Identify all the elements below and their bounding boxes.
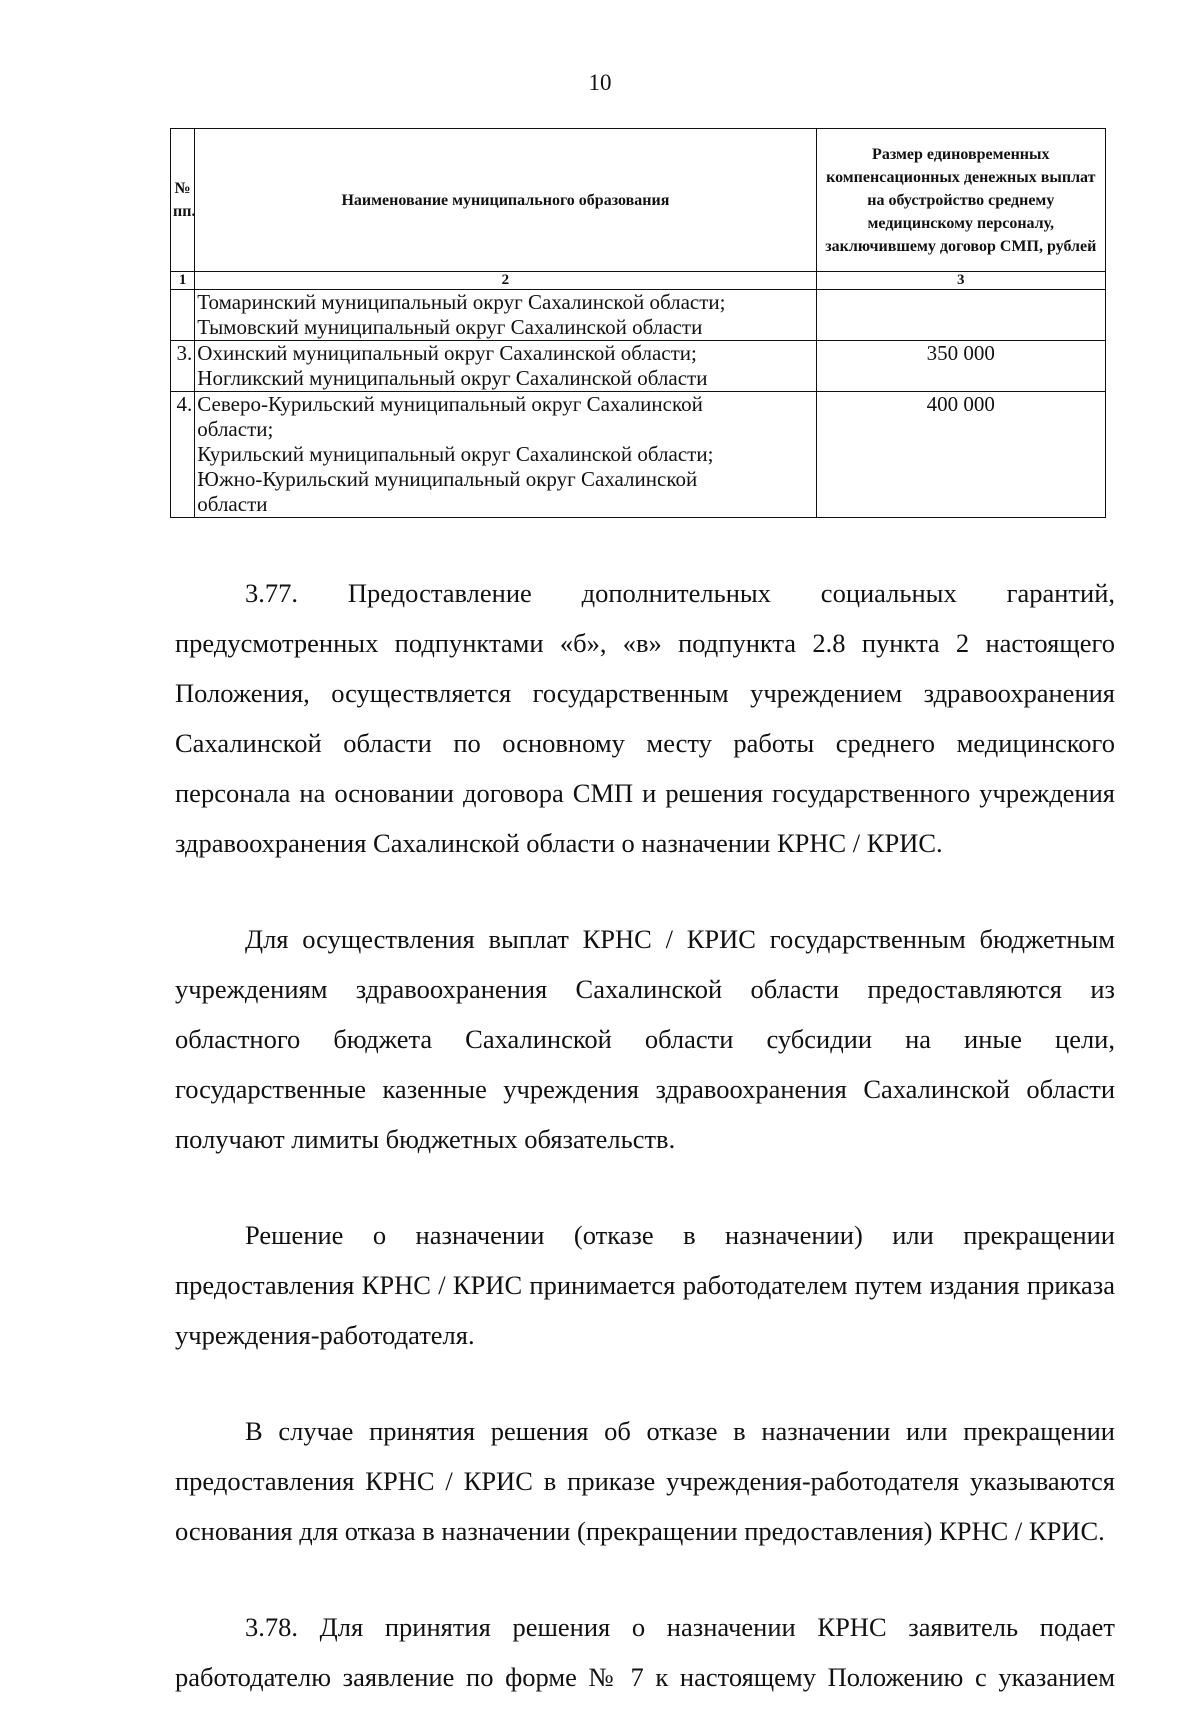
- municipality-line: Курильский муниципальный округ Сахалинской области;: [197, 442, 714, 466]
- municipality-line: Тымовский муниципальный округ Сахалинской области: [197, 315, 703, 339]
- municipality-cell: [195, 341, 816, 392]
- municipality-line: Северо-Курильский муниципальный округ Сахалинской: [197, 392, 703, 416]
- paragraph-funding: Для осуществления выплат КРНС / КРИС государственным бюджетным учреждениям здравоохранения Сахалинской области предоставляются из областного бюджета Сахалинской области субсидии на иные цели, государственные казенные учреждения здравоохранения Сахалинской области получают лимиты бюджетных обязательств.: [175, 924, 1115, 1154]
- municipality-line: области;: [197, 417, 274, 441]
- table-row: [171, 290, 1106, 341]
- header-number: № пп.: [171, 129, 195, 272]
- municipality-line: Томаринский муниципальный округ Сахалинской области;: [197, 290, 726, 314]
- municipality-cell: [195, 290, 816, 341]
- amount-cell: 400 000: [816, 392, 1105, 518]
- paragraph-refusal: В случае принятия решения об отказе в назначении или прекращении предоставления КРНС / КРИС в приказе учреждения-работодателя указываются основания для отказа в назначении (прекращении предоставления) КРНС / КРИС.: [175, 1416, 1115, 1546]
- municipality-line: Южно-Курильский муниципальный округ Сахалинской: [197, 467, 698, 491]
- document-body: [175, 568, 1115, 1702]
- column-number: 3: [816, 272, 1105, 290]
- municipality-line: Ногликский муниципальный округ Сахалинской области: [197, 366, 708, 390]
- municipality-line: области: [197, 492, 268, 516]
- column-number-row: [171, 272, 1106, 290]
- amount-cell: 350 000: [816, 341, 1105, 392]
- paragraph-3-77: 3.77. Предоставление дополнительных социальных гарантий, предусмотренных подпунктами «б», «в» подпункта 2.8 пункта 2 настоящего Положения, осуществляется государственным учреждением здравоохранения Сахалинской области по основному месту работы среднего медицинского персонала на основании договора СМП и решения государственного учреждения здравоохранения Сахалинской области о назначении КРНС / КРИС.: [175, 578, 1115, 858]
- table-row: [171, 392, 1106, 518]
- header-municipality: Наименование муниципального образования: [195, 129, 816, 272]
- column-number: 2: [195, 272, 816, 290]
- amount-cell: [816, 290, 1105, 341]
- compensation-table: [170, 128, 1106, 518]
- row-number: [171, 290, 195, 341]
- row-number: 4.: [171, 392, 195, 518]
- table-row: [171, 341, 1106, 392]
- table-header-row: [171, 129, 1106, 272]
- header-amount: Размер единовременных компенсационных денежных выплат на обустройство среднему медицинскому персоналу, заключившему договор СМП, рублей: [816, 129, 1105, 272]
- paragraph-3-78: 3.78. Для принятия решения о назначении КРНС заявитель подает работодателю заявление по форме № 7 к настоящему Положению с указанием: [175, 1612, 1115, 1692]
- paragraph-decision: Решение о назначении (отказе в назначении) или прекращении предоставления КРНС / КРИС принимается работодателем путем издания приказа учреждения-работодателя.: [175, 1220, 1115, 1350]
- row-number: 3.: [171, 341, 195, 392]
- municipality-line: Охинский муниципальный округ Сахалинской области;: [197, 341, 697, 365]
- municipality-cell: [195, 392, 816, 518]
- page-number: 10: [588, 70, 612, 95]
- column-number: 1: [171, 272, 195, 290]
